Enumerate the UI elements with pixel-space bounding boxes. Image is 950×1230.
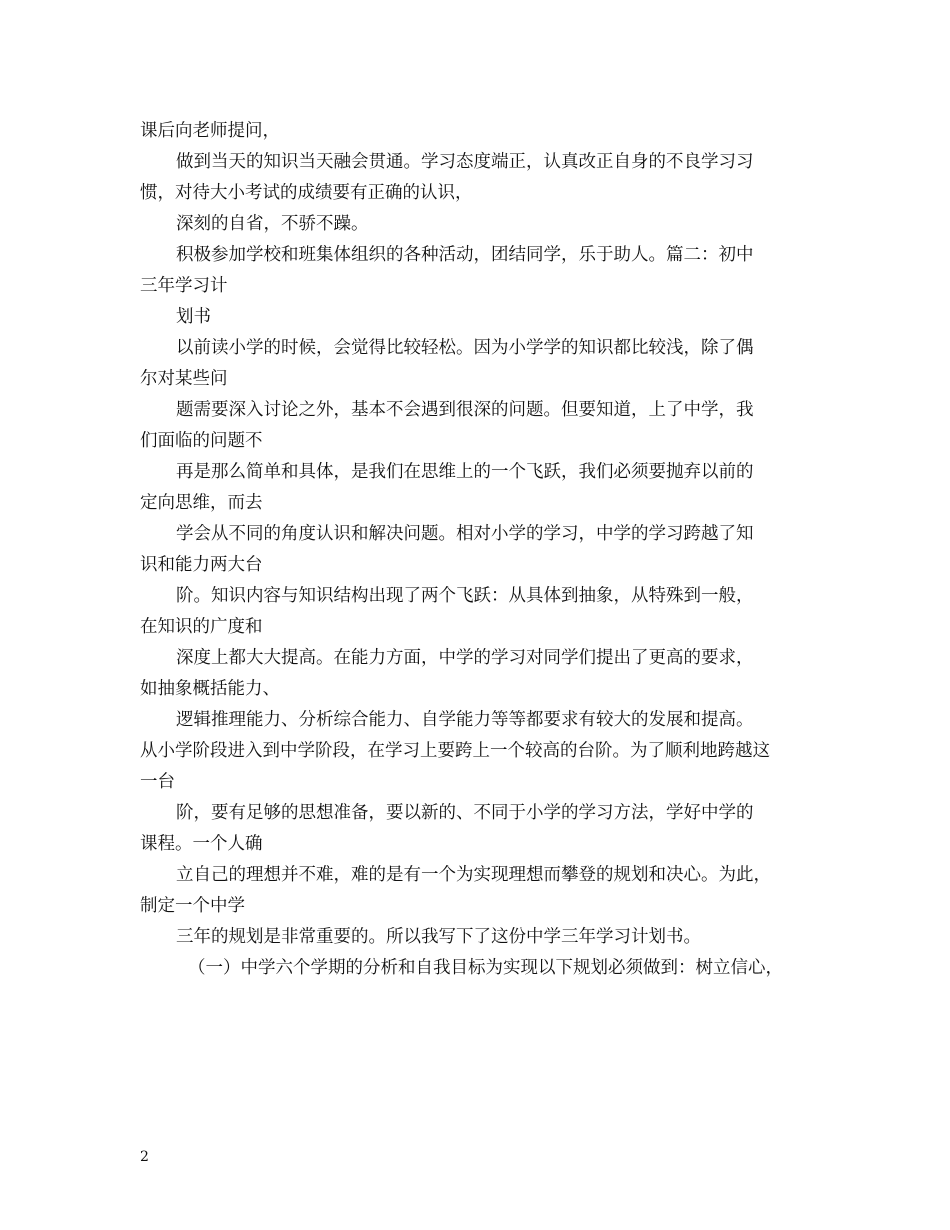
text-line: 一台 <box>140 772 175 792</box>
document-body <box>140 116 820 984</box>
text-line: 再是那么简单和具体，是我们在思维上的一个飞跃，我们必须要抛弃以前的 <box>176 462 754 482</box>
text-line: 阶，要有足够的思想准备，要以新的、不同于小学的学习方法，学好中学的 <box>176 803 754 823</box>
text-line: 立自己的理想并不难，难的是有一个为实现理想而攀登的规划和决心。为此， <box>176 865 771 885</box>
text-line: 题需要深入讨论之外，基本不会遇到很深的问题。但要知道，上了中学，我 <box>176 400 754 420</box>
page-number: 2 <box>140 1149 149 1165</box>
text-line: 定向思维，而去 <box>140 493 263 513</box>
text-line: 阶。知识内容与知识结构出现了两个飞跃：从具体到抽象，从特殊到一般， <box>176 586 754 606</box>
text-line: 做到当天的知识当天融会贯通。学习态度端正，认真改正自身的不良学习习 <box>176 152 754 172</box>
text-line: 深度上都大大提高。在能力方面，中学的学习对同学们提出了更高的要求， <box>176 648 754 668</box>
text-line: 从小学阶段进入到中学阶段，在学习上要跨上一个较高的台阶。为了顺利地跨越这 <box>140 741 770 761</box>
text-line: 在知识的广度和 <box>140 617 263 637</box>
text-line: 积极参加学校和班集体组织的各种活动，团结同学，乐于助人。篇二：初中 <box>176 245 754 265</box>
text-line: 制定一个中学 <box>140 896 245 916</box>
text-line: 三年学习计 <box>140 276 228 296</box>
text-line: 逻辑推理能力、分析综合能力、自学能力等等都要求有较大的发展和提高。 <box>176 710 754 730</box>
text-line: 尔对某些问 <box>140 369 228 389</box>
text-line: 以前读小学的时候，会觉得比较轻松。因为小学学的知识都比较浅，除了偶 <box>176 338 754 358</box>
text-line: 学会从不同的角度认识和解决问题。相对小学的学习，中学的学习跨越了知 <box>176 524 754 544</box>
text-line: 三年的规划是非常重要的。所以我写下了这份中学三年学习计划书。 <box>176 927 701 947</box>
text-line: 划书 <box>176 307 211 327</box>
text-line: 如抽象概括能力、 <box>140 679 280 699</box>
text-line: 们面临的问题不 <box>140 431 263 451</box>
text-line: 识和能力两大台 <box>140 555 263 575</box>
text-line: （一）中学六个学期的分析和自我目标为实现以下规划必须做到：树立信心， <box>188 958 783 978</box>
text-line: 惯，对待大小考试的成绩要有正确的认识， <box>140 183 473 203</box>
text-line: 课后向老师提问， <box>140 121 280 141</box>
text-line: 课程。一个人确 <box>140 834 263 854</box>
text-line: 深刻的自省，不骄不躁。 <box>176 214 369 234</box>
